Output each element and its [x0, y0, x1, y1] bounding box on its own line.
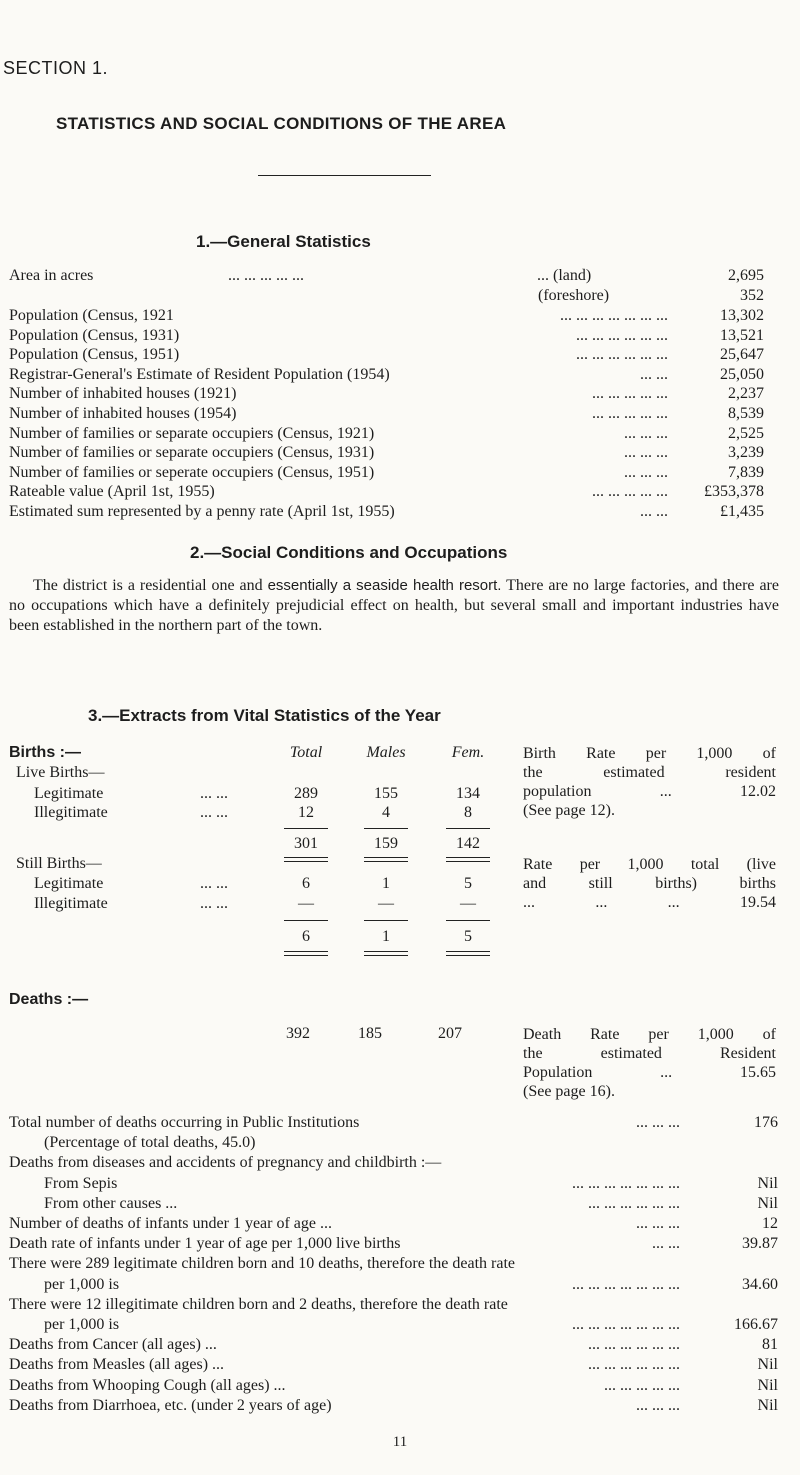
- summary-value: 34.60: [742, 1275, 778, 1293]
- statistic-value: 25,050: [720, 365, 764, 383]
- land-value: 2,695: [728, 267, 764, 284]
- statistic-label: Number of families or separate occupiers (Census, 1931): [9, 444, 375, 462]
- col-total-header: Total: [289, 744, 323, 761]
- still-total-males: 1: [382, 928, 390, 945]
- still-illegitimate-label: Illegitimate: [34, 895, 108, 912]
- summary-text: per 1,000 is: [44, 1275, 120, 1293]
- statistic-value: 7,839: [728, 463, 764, 481]
- col-fem-header: Fem.: [451, 744, 485, 761]
- births-label: Births :—: [9, 744, 81, 761]
- live-subtotal-rule: [364, 828, 408, 829]
- para-text-a: The district is a residential one and: [33, 577, 268, 594]
- statistic-value: 3,239: [728, 444, 764, 462]
- still-births-label: Still Births—: [16, 855, 102, 872]
- statistic-value: 2,237: [728, 385, 764, 403]
- summary-text: Deaths from Diarrhoea, etc. (under 2 years of age): [9, 1396, 332, 1414]
- live-legit-males: 155: [374, 785, 398, 802]
- summary-value: 81: [762, 1336, 778, 1354]
- statistic-label: Number of inhabited houses (1954): [9, 405, 237, 422]
- live-illegit-males: 4: [382, 804, 390, 821]
- still-subtotal-rule: [446, 920, 490, 921]
- general-statistics-heading: 1.—General Statistics: [196, 232, 371, 251]
- death-rate-line: the estimated Resident: [523, 1045, 776, 1062]
- still-total-double-rule: [364, 951, 408, 956]
- live-total-double-rule: [284, 857, 328, 862]
- summary-text: Deaths from Measles (all ages) ...: [9, 1356, 225, 1374]
- live-illegit-total: 12: [298, 804, 314, 821]
- statistic-dots: ... ... ...: [624, 463, 668, 481]
- summary-value: 12: [762, 1215, 778, 1232]
- summary-dots: ... ... ... ... ... ...: [588, 1356, 680, 1374]
- row-dots: ... ...: [200, 895, 228, 912]
- statistic-dots: ... ...: [640, 503, 668, 520]
- birth-rate-note: [523, 744, 776, 820]
- foreshore-value: 352: [740, 287, 764, 304]
- summary-dots: ... ... ... ... ...: [604, 1376, 680, 1394]
- row-dots: ... ...: [200, 804, 228, 821]
- statistic-dots: ... ...: [640, 365, 668, 383]
- summary-dots: ... ... ... ... ... ...: [588, 1194, 680, 1212]
- live-illegit-fem: 8: [464, 804, 472, 821]
- live-total-total: 301: [294, 835, 318, 852]
- social-conditions-paragraph: [9, 576, 779, 636]
- live-births-label: Live Births—: [16, 764, 105, 781]
- statistic-label: Number of families or separate occupiers (Census, 1921): [9, 424, 375, 442]
- statistic-dots: ... ... ... ... ...: [592, 385, 668, 403]
- summary-dots: ... ... ... ... ... ... ...: [572, 1275, 680, 1293]
- summary-value: Nil: [757, 1376, 778, 1394]
- statistic-dots: ... ... ... ... ... ...: [576, 326, 668, 344]
- summary-dots: ... ... ... ... ... ... ...: [572, 1316, 680, 1333]
- vital-statistics-heading: 3.—Extracts from Vital Statistics of the Year: [88, 706, 441, 725]
- para-text-b: There are no large factories, and there are no occupations which have a definitely prejudicial effect on health, but several small and important industries have been established in the northern part of the town.: [9, 577, 779, 634]
- statistic-label: Population (Census, 1931): [9, 326, 180, 344]
- summary-text: per 1,000 is: [44, 1316, 120, 1333]
- live-legit-fem: 134: [456, 785, 480, 802]
- summary-value: Nil: [757, 1356, 778, 1374]
- statistic-label: Number of families or seperate occupiers (Census, 1951): [9, 463, 375, 481]
- statistic-value: £353,378: [704, 483, 764, 501]
- statistic-value: 13,302: [720, 307, 764, 324]
- live-total-males: 159: [374, 835, 398, 852]
- statistic-label: Estimated sum represented by a penny rate (April 1st, 1955): [9, 503, 395, 520]
- summary-value: 39.87: [742, 1235, 778, 1253]
- still-legit-males: 1: [382, 875, 390, 892]
- still-legit-fem: 5: [464, 875, 472, 892]
- still-total-fem: 5: [464, 928, 472, 945]
- still-legit-total: 6: [302, 875, 310, 892]
- statistic-dots: ... ... ... ... ... ... ...: [560, 307, 668, 324]
- deaths-total: 392: [286, 1025, 310, 1042]
- still-subtotal-rule: [364, 920, 408, 921]
- still-total-double-rule: [284, 951, 328, 956]
- still-illegit-males: —: [378, 895, 394, 912]
- foreshore-label: (foreshore): [538, 287, 610, 304]
- page-number: 11: [392, 1434, 408, 1450]
- col-males-header: Males: [366, 744, 406, 761]
- area-dots: ... ... ... ... ...: [228, 267, 304, 284]
- summary-dots: ... ... ...: [636, 1215, 680, 1232]
- summary-value: 166.67: [734, 1316, 778, 1333]
- statistic-value: 2,525: [728, 424, 764, 442]
- row-dots: ... ...: [200, 785, 228, 802]
- statistic-value: 8,539: [728, 405, 764, 422]
- summary-text: Deaths from diseases and accidents of pregnancy and childbirth :—: [9, 1154, 442, 1172]
- summary-text: From other causes ...: [44, 1194, 178, 1212]
- summary-value: Nil: [757, 1194, 778, 1212]
- live-legitimate-label: Legitimate: [34, 785, 104, 802]
- death-rate-line: Population ... 15.65: [523, 1064, 776, 1081]
- still-subtotal-rule: [284, 920, 328, 921]
- row-dots: ... ...: [200, 875, 228, 892]
- summary-value: Nil: [757, 1396, 778, 1414]
- still-rate-note: [523, 855, 776, 912]
- live-subtotal-rule: [446, 828, 490, 829]
- land-label: ... (land): [537, 267, 592, 284]
- still-rate-line: and still births) births: [523, 875, 776, 892]
- live-subtotal-rule: [284, 828, 328, 829]
- summary-value: 176: [754, 1114, 778, 1131]
- statistic-value: 13,521: [720, 326, 764, 344]
- birth-rate-line: Birth Rate per 1,000 of: [523, 745, 776, 762]
- statistic-dots: ... ... ... ... ...: [592, 405, 668, 422]
- still-total-double-rule: [446, 951, 490, 956]
- birth-rate-line: (See page 12).: [523, 802, 615, 819]
- live-illegitimate-label: Illegitimate: [34, 804, 108, 821]
- death-rate-note: [523, 1025, 776, 1101]
- summary-text: Total number of deaths occurring in Public Institutions: [9, 1114, 360, 1131]
- birth-rate-line: the estimated resident: [523, 764, 776, 781]
- summary-text: There were 12 illegitimate children born and 2 deaths, therefore the death rate: [9, 1295, 508, 1313]
- statistic-label: Population (Census, 1951): [9, 346, 180, 364]
- statistic-value: £1,435: [720, 503, 764, 520]
- statistic-label: Number of inhabited houses (1921): [9, 385, 237, 403]
- live-legit-total: 289: [294, 785, 318, 802]
- summary-text: From Sepis: [44, 1174, 118, 1192]
- summary-value: Nil: [757, 1174, 778, 1192]
- summary-text: Deaths from Whooping Cough (all ages) ...: [9, 1376, 286, 1394]
- still-total-total: 6: [302, 928, 310, 945]
- deaths-fem: 207: [438, 1025, 462, 1042]
- summary-text: There were 289 legitimate children born and 10 deaths, therefore the death rate: [9, 1255, 515, 1273]
- section-label: SECTION 1.: [3, 58, 109, 78]
- summary-dots: ... ... ...: [636, 1114, 680, 1131]
- summary-dots: ... ... ...: [636, 1396, 680, 1414]
- death-rate-line: (See page 16).: [523, 1083, 615, 1100]
- summary-dots: ... ... ... ... ... ... ...: [572, 1174, 680, 1192]
- still-rate-line: ... ... ... 19.54: [523, 894, 776, 911]
- statistic-label: Population (Census, 1921: [9, 307, 174, 324]
- summary-text: (Percentage of total deaths, 45.0): [44, 1134, 256, 1152]
- live-total-double-rule: [364, 857, 408, 862]
- live-total-double-rule: [446, 857, 490, 862]
- para-text-emphasis: essentially a seaside health resort.: [267, 577, 502, 594]
- summary-text: Deaths from Cancer (all ages) ...: [9, 1336, 217, 1354]
- summary-text: Number of deaths of infants under 1 year of age ...: [9, 1215, 332, 1232]
- summary-dots: ... ... ... ... ... ...: [588, 1336, 680, 1354]
- still-legitimate-label: Legitimate: [34, 875, 104, 892]
- area-label: Area in acres: [9, 267, 94, 284]
- death-rate-line: Death Rate per 1,000 of: [523, 1026, 776, 1043]
- live-total-fem: 142: [456, 835, 480, 852]
- statistic-dots: ... ... ... ... ...: [592, 483, 668, 501]
- statistic-label: Rateable value (April 1st, 1955): [9, 483, 215, 501]
- title-divider: [258, 175, 431, 176]
- still-rate-line: Rate per 1,000 total (live: [523, 856, 776, 873]
- social-conditions-heading: 2.—Social Conditions and Occupations: [190, 543, 508, 562]
- page-title: STATISTICS AND SOCIAL CONDITIONS OF THE AREA: [56, 114, 507, 133]
- deaths-label: Deaths :—: [9, 991, 89, 1008]
- statistic-dots: ... ... ... ... ... ...: [576, 346, 668, 364]
- still-illegit-total: —: [298, 895, 314, 912]
- statistic-value: 25,647: [720, 346, 764, 364]
- still-illegit-fem: —: [460, 895, 476, 912]
- statistic-label: Registrar-General's Estimate of Resident Population (1954): [9, 365, 390, 383]
- deaths-males: 185: [358, 1025, 382, 1042]
- summary-dots: ... ...: [652, 1235, 680, 1253]
- summary-text: Death rate of infants under 1 year of age per 1,000 live births: [9, 1235, 401, 1253]
- statistic-dots: ... ... ...: [624, 424, 668, 442]
- statistic-dots: ... ... ...: [624, 444, 668, 462]
- birth-rate-line: population ... 12.02: [523, 783, 776, 800]
